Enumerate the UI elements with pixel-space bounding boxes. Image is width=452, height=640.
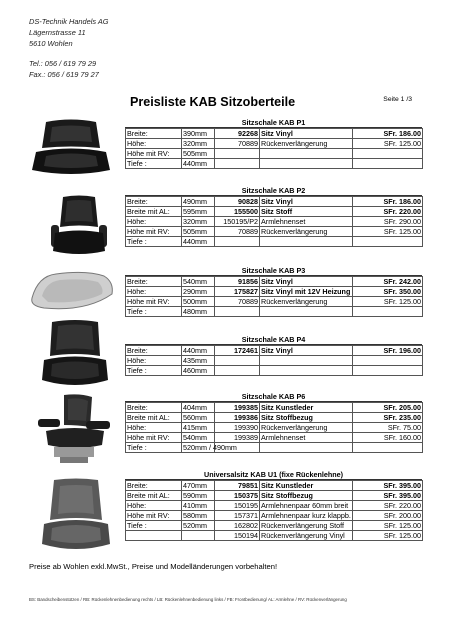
table-row bbox=[126, 521, 423, 531]
article-number: 91856 bbox=[215, 277, 260, 287]
article-description: Sitz Kunstleder bbox=[260, 403, 353, 413]
price-table bbox=[125, 480, 423, 541]
abbreviation-legend: BS: Bandscheibenstützen / RB: Rückenlehnenbedienung rechts / LB: Rückenlehnenbedienung links / FB: Frontbedienung/ AL: Armlehne / RV: Rückenverlängerung bbox=[29, 597, 347, 602]
price: SFr. 395.00 bbox=[353, 491, 423, 501]
spec-label: Höhe: bbox=[126, 139, 182, 149]
table-row bbox=[126, 307, 423, 317]
spec-label: Höhe mit RV: bbox=[126, 149, 182, 159]
spec-label: Tiefe : bbox=[126, 521, 182, 531]
table-row bbox=[126, 197, 423, 207]
article-description: Armlehnenset bbox=[260, 217, 353, 227]
section-kab-p4 bbox=[125, 335, 422, 376]
article-description: Sitz Vinyl bbox=[260, 197, 353, 207]
article-number: 150195/P2 bbox=[215, 217, 260, 227]
price: SFr. 395.00 bbox=[353, 481, 423, 491]
price: SFr. 220.00 bbox=[353, 501, 423, 511]
table-row bbox=[126, 501, 423, 511]
table-row bbox=[126, 149, 423, 159]
spec-value: 595mm bbox=[182, 207, 215, 217]
spec-value: 580mm bbox=[182, 511, 215, 521]
price-table bbox=[125, 345, 423, 376]
article-description: Armlehnenpaar 60mm breit bbox=[260, 501, 353, 511]
price: SFr. 125.00 bbox=[353, 531, 423, 541]
spec-value: 290mm bbox=[182, 287, 215, 297]
spec-label bbox=[126, 531, 182, 541]
spec-value: 560mm bbox=[182, 413, 215, 423]
price: SFr. 205.00 bbox=[353, 403, 423, 413]
section-title: Sitzschale KAB P2 bbox=[125, 186, 422, 196]
spec-label: Höhe: bbox=[126, 501, 182, 511]
article-description bbox=[260, 159, 353, 169]
spec-value: 490mm bbox=[182, 197, 215, 207]
table-row bbox=[126, 129, 423, 139]
spec-label: Höhe mit RV: bbox=[126, 433, 182, 443]
table-row bbox=[126, 433, 423, 443]
price bbox=[353, 443, 423, 453]
section-title: Sitzschale KAB P6 bbox=[125, 392, 422, 402]
price: SFr. 125.00 bbox=[353, 139, 423, 149]
company-address bbox=[29, 16, 109, 80]
price bbox=[353, 149, 423, 159]
spec-label: Breite mit AL: bbox=[126, 491, 182, 501]
price: SFr. 242.00 bbox=[353, 277, 423, 287]
article-number: 70889 bbox=[215, 297, 260, 307]
company-fax: Fax.: 056 / 619 79 27 bbox=[29, 69, 99, 79]
article-number bbox=[215, 237, 260, 247]
article-number: 162802 bbox=[215, 521, 260, 531]
article-number bbox=[215, 366, 260, 376]
table-row bbox=[126, 346, 423, 356]
spec-value: 520mm / 490mm bbox=[183, 443, 237, 452]
article-number: 175827 bbox=[215, 287, 260, 297]
spec-value: 505mm bbox=[182, 149, 215, 159]
spec-label: Breite: bbox=[126, 277, 182, 287]
price: SFr. 125.00 bbox=[353, 297, 423, 307]
spec-value: 410mm bbox=[182, 501, 215, 511]
article-description: Sitz Stoffbezug bbox=[260, 413, 353, 423]
company-street: Lägernstrasse 11 bbox=[29, 28, 86, 38]
spec-value: 404mm bbox=[182, 403, 215, 413]
article-description: Rückenverlängerung Vinyl bbox=[260, 531, 353, 541]
spec-value bbox=[182, 531, 215, 541]
article-description: Sitz Stoffbezug bbox=[260, 491, 353, 501]
table-row bbox=[126, 287, 423, 297]
spec-value: 440mm bbox=[182, 237, 215, 247]
spec-value: 460mm bbox=[182, 366, 215, 376]
price: SFr. 235.00 bbox=[353, 413, 423, 423]
article-description: Rückenverlängerung bbox=[260, 297, 353, 307]
table-row bbox=[126, 511, 423, 521]
article-number: 155500 bbox=[215, 207, 260, 217]
article-description: Rückenverlängerung bbox=[260, 423, 353, 433]
article-number: 150194 bbox=[215, 531, 260, 541]
spec-value: 440mm bbox=[182, 346, 215, 356]
page-title: Preisliste KAB Sitzoberteile bbox=[130, 95, 296, 109]
article-description bbox=[260, 149, 353, 159]
section-kab-p3 bbox=[125, 266, 422, 317]
article-description bbox=[260, 237, 353, 247]
seat-p3-image bbox=[26, 268, 116, 314]
spec-label: Breite mit AL: bbox=[126, 207, 182, 217]
spec-label: Breite: bbox=[126, 346, 182, 356]
price bbox=[353, 356, 423, 366]
article-number: 79851 bbox=[215, 481, 260, 491]
seat-p2-image bbox=[45, 195, 113, 263]
table-row bbox=[126, 413, 423, 423]
article-description: Sitz Kunstleder bbox=[260, 481, 353, 491]
article-description: Armlehnenset bbox=[260, 433, 353, 443]
article-description: Armlehnenpaar kurz klappb. bbox=[261, 511, 351, 520]
article-number: 90828 bbox=[215, 197, 260, 207]
spec-value: 500mm bbox=[182, 297, 215, 307]
spec-label: Breite: bbox=[126, 481, 182, 491]
spec-label: Höhe: bbox=[126, 217, 182, 227]
price bbox=[353, 159, 423, 169]
table-row bbox=[126, 217, 423, 227]
article-number: 150195 bbox=[215, 501, 260, 511]
spec-value: 590mm bbox=[182, 491, 215, 501]
spec-value: 520mm bbox=[182, 521, 215, 531]
article-number: 157371 bbox=[215, 511, 260, 521]
section-kab-u1 bbox=[125, 470, 422, 541]
spec-value: 435mm bbox=[182, 356, 215, 366]
table-row bbox=[126, 423, 423, 433]
section-kab-p2 bbox=[125, 186, 422, 247]
spec-value: 320mm bbox=[182, 217, 215, 227]
article-number: 172461 bbox=[215, 346, 260, 356]
spec-label: Tiefe : bbox=[126, 159, 182, 169]
section-title: Sitzschale KAB P3 bbox=[125, 266, 422, 276]
company-tel: Tel.: 056 / 619 79 29 bbox=[29, 58, 97, 68]
table-row bbox=[126, 139, 423, 149]
seat-p4-image bbox=[38, 320, 112, 390]
company-name: DS-Technik Handels AG bbox=[29, 17, 109, 26]
price: SFr. 290.00 bbox=[353, 217, 423, 227]
table-row bbox=[126, 531, 423, 541]
article-description: Rückenverlängerung bbox=[260, 139, 353, 149]
spec-label: Höhe: bbox=[126, 356, 182, 366]
section-title: Sitzschale KAB P4 bbox=[125, 335, 422, 345]
table-row bbox=[126, 403, 423, 413]
price bbox=[353, 307, 423, 317]
article-number bbox=[215, 149, 260, 159]
spec-label: Breite mit AL: bbox=[126, 413, 182, 423]
spec-label: Höhe: bbox=[126, 287, 182, 297]
price bbox=[353, 366, 423, 376]
page-number: Seite 1 /3 bbox=[383, 96, 412, 103]
section-title: Sitzschale KAB P1 bbox=[125, 118, 422, 128]
article-number: 70889 bbox=[215, 227, 260, 237]
article-number: 199390 bbox=[215, 423, 260, 433]
spec-value: 470mm bbox=[182, 481, 215, 491]
spec-label: Höhe mit RV: bbox=[126, 511, 182, 521]
table-row bbox=[126, 491, 423, 501]
article-description bbox=[260, 443, 353, 453]
table-row bbox=[126, 159, 423, 169]
price: SFr. 125.00 bbox=[353, 521, 423, 531]
spec-value: 390mm bbox=[182, 129, 215, 139]
price-table bbox=[125, 128, 423, 169]
price: SFr. 200.00 bbox=[353, 511, 423, 521]
article-number bbox=[215, 307, 260, 317]
spec-value: 505mm bbox=[182, 227, 215, 237]
seat-p6-image bbox=[34, 393, 114, 465]
spec-value: 480mm bbox=[182, 307, 215, 317]
article-description bbox=[260, 307, 353, 317]
table-row bbox=[126, 227, 423, 237]
article-description: Sitz Vinyl mit 12V Heizung bbox=[260, 287, 353, 297]
price: SFr. 75.00 bbox=[353, 423, 423, 433]
spec-value: 540mm bbox=[182, 433, 215, 443]
spec-label: Höhe mit RV: bbox=[126, 227, 182, 237]
price: SFr. 186.00 bbox=[353, 129, 423, 139]
article-description: Sitz Vinyl bbox=[260, 129, 353, 139]
spec-label: Tiefe : bbox=[126, 443, 182, 453]
table-row bbox=[126, 297, 423, 307]
table-row bbox=[126, 356, 423, 366]
spec-label: Breite: bbox=[126, 403, 182, 413]
footer-note: Preise ab Wohlen exkl.MwSt., Preise und Modelländerungen vorbehalten! bbox=[29, 562, 278, 571]
price: SFr. 196.00 bbox=[353, 346, 423, 356]
article-description bbox=[260, 366, 353, 376]
table-row bbox=[126, 443, 423, 453]
article-number: 150375 bbox=[215, 491, 260, 501]
price: SFr. 186.00 bbox=[353, 197, 423, 207]
table-row bbox=[126, 207, 423, 217]
price: SFr. 220.00 bbox=[353, 207, 423, 217]
section-kab-p6 bbox=[125, 392, 422, 453]
spec-label: Breite: bbox=[126, 197, 182, 207]
article-number bbox=[215, 356, 260, 366]
price: SFr. 125.00 bbox=[353, 227, 423, 237]
table-row bbox=[126, 366, 423, 376]
seat-p1-image bbox=[30, 118, 112, 180]
spec-value: 415mm bbox=[182, 423, 215, 433]
spec-label: Breite: bbox=[126, 129, 182, 139]
spec-label: Tiefe : bbox=[126, 237, 182, 247]
article-description: Sitz Vinyl bbox=[260, 346, 353, 356]
price-table bbox=[125, 402, 423, 453]
article-number: 92268 bbox=[215, 129, 260, 139]
article-description: Rückenverlängerung Stoff bbox=[260, 521, 353, 531]
seat-u1-image bbox=[38, 478, 114, 554]
article-number: 199389 bbox=[215, 433, 260, 443]
article-number bbox=[215, 159, 260, 169]
price-table bbox=[125, 196, 423, 247]
section-title: Universalsitz KAB U1 (fixe Rückenlehne) bbox=[125, 470, 422, 480]
article-description bbox=[260, 356, 353, 366]
spec-label: Höhe mit RV: bbox=[126, 297, 182, 307]
price: SFr. 350.00 bbox=[353, 287, 423, 297]
price bbox=[353, 237, 423, 247]
price-table bbox=[125, 276, 423, 317]
article-description: Sitz Stoff bbox=[260, 207, 353, 217]
article-number: 199386 bbox=[215, 413, 260, 423]
spec-value: 440mm bbox=[182, 159, 215, 169]
table-row bbox=[126, 481, 423, 491]
table-row bbox=[126, 277, 423, 287]
article-number: 70889 bbox=[215, 139, 260, 149]
article-description: Rückenverlängerung bbox=[260, 227, 353, 237]
spec-value: 540mm bbox=[182, 277, 215, 287]
spec-label: Tiefe : bbox=[126, 307, 182, 317]
article-description: Sitz Vinyl bbox=[260, 277, 353, 287]
article-number: 199385 bbox=[215, 403, 260, 413]
spec-value: 320mm bbox=[182, 139, 215, 149]
company-city: 5610 Wohlen bbox=[29, 39, 73, 49]
table-row bbox=[126, 237, 423, 247]
section-kab-p1 bbox=[125, 118, 422, 169]
title-row bbox=[130, 93, 430, 111]
spec-label: Höhe: bbox=[126, 423, 182, 433]
price: SFr. 160.00 bbox=[353, 433, 423, 443]
spec-label: Tiefe : bbox=[126, 366, 182, 376]
